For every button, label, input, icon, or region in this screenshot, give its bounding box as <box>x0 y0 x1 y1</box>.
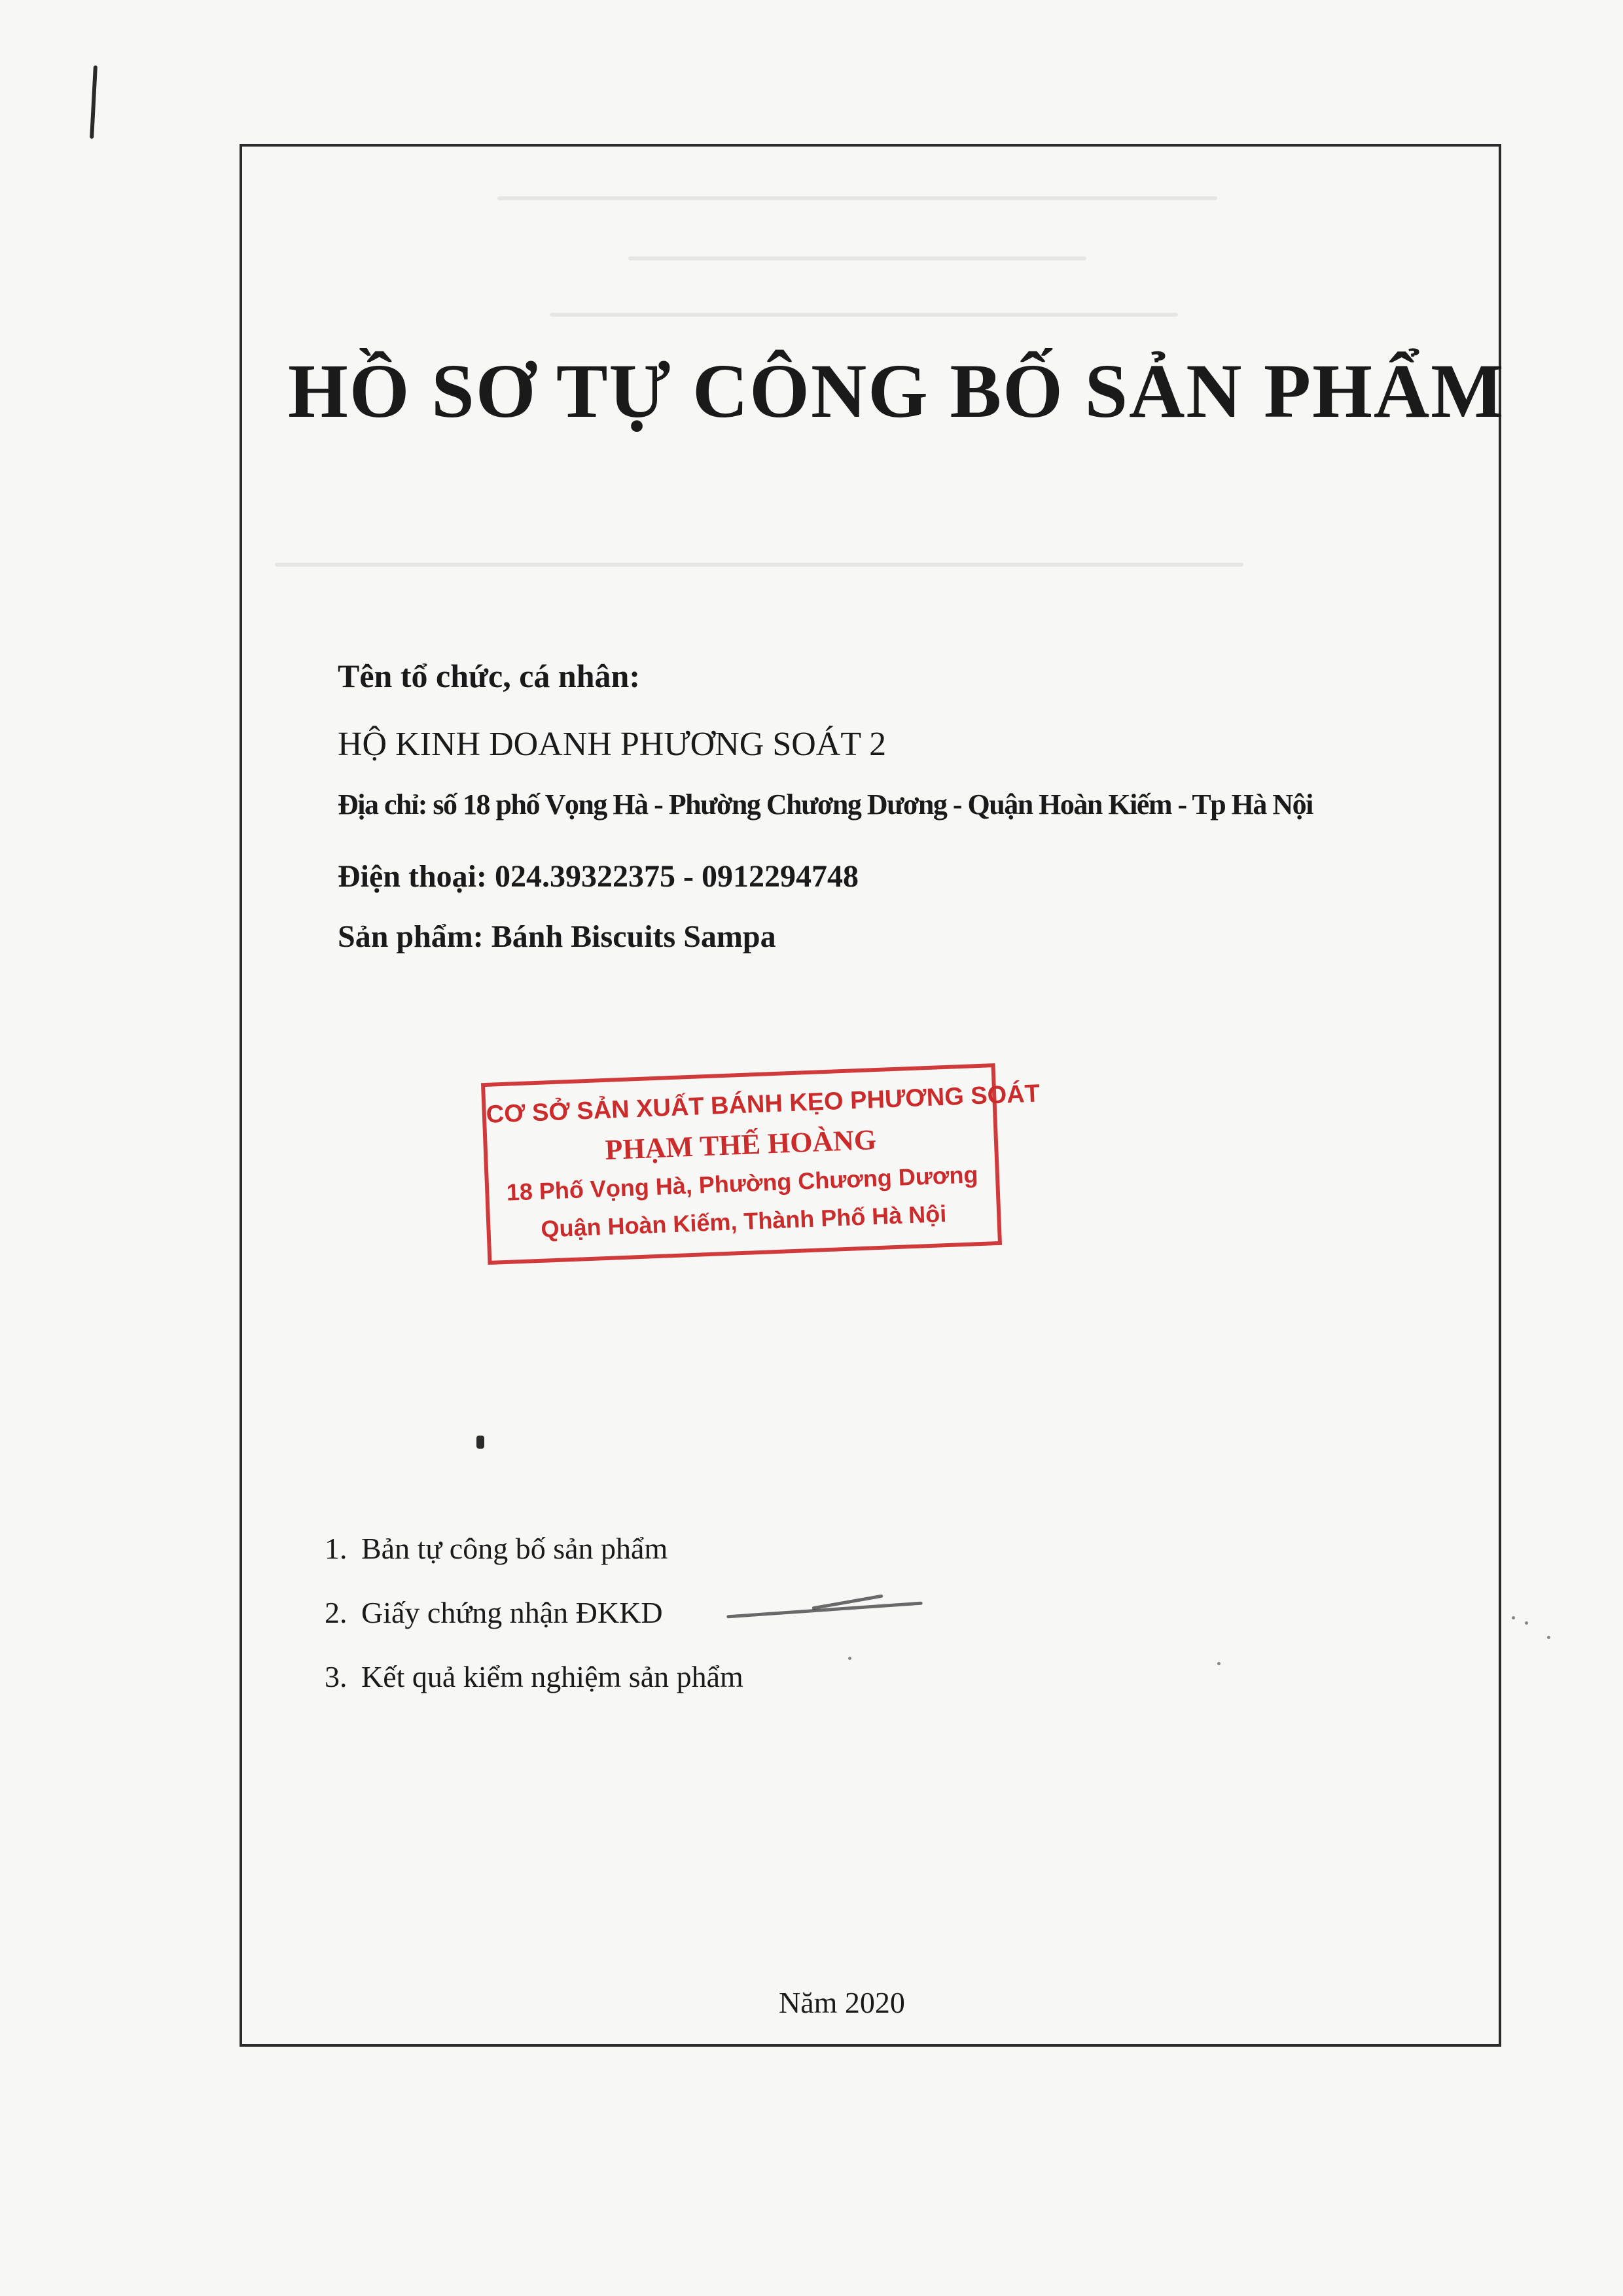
list-item-label: Bản tự công bố sản phẩm <box>361 1532 668 1565</box>
list-item-number: 2. <box>325 1596 348 1629</box>
scan-speck <box>1512 1616 1515 1619</box>
list-item <box>325 1517 743 1581</box>
stamp-address-street: 18 Phố Vọng Hà, Phường Chương Dương <box>506 1161 979 1206</box>
document-title: HỒ SƠ TỰ CÔNG BỐ SẢN PHẨM <box>288 348 1505 434</box>
organization-phone: Điện thoại: 024.39322375 - 0912294748 <box>338 859 859 894</box>
organization-label: Tên tổ chức, cá nhân: <box>338 658 640 694</box>
scan-speck <box>1547 1636 1550 1639</box>
list-item-number: 1. <box>325 1532 348 1565</box>
list-item <box>325 1581 743 1645</box>
organization-address: Địa chỉ: số 18 phố Vọng Hà - Phường Chương Dương - Quận Hoàn Kiếm - Tp Hà Nội <box>338 788 1313 821</box>
pen-mark <box>90 65 98 139</box>
stamp-owner-name: PHẠM THẾ HOÀNG <box>604 1123 878 1166</box>
document-year: Năm 2020 <box>779 1986 905 2019</box>
ink-dot <box>476 1436 484 1449</box>
stamp-company-name: CƠ SỞ SẢN XUẤT BÁNH KẸO PHƯƠNG SOÁT <box>486 1080 1041 1129</box>
scan-speck <box>1217 1662 1221 1665</box>
attachment-list <box>325 1517 743 1709</box>
list-item-number: 3. <box>325 1660 348 1693</box>
list-item <box>325 1645 743 1709</box>
organization-name: HỘ KINH DOANH PHƯƠNG SOÁT 2 <box>338 726 887 763</box>
scan-speck <box>1525 1621 1528 1625</box>
list-item-label: Giấy chứng nhận ĐKKD <box>361 1596 663 1629</box>
scan-speck <box>848 1657 851 1660</box>
stamp-address-district: Quận Hoàn Kiếm, Thành Phố Hà Nội <box>540 1200 947 1243</box>
company-stamp <box>481 1063 1041 1265</box>
list-item-label: Kết quả kiểm nghiệm sản phẩm <box>361 1660 743 1693</box>
product-name: Sản phẩm: Bánh Biscuits Sampa <box>338 919 776 954</box>
